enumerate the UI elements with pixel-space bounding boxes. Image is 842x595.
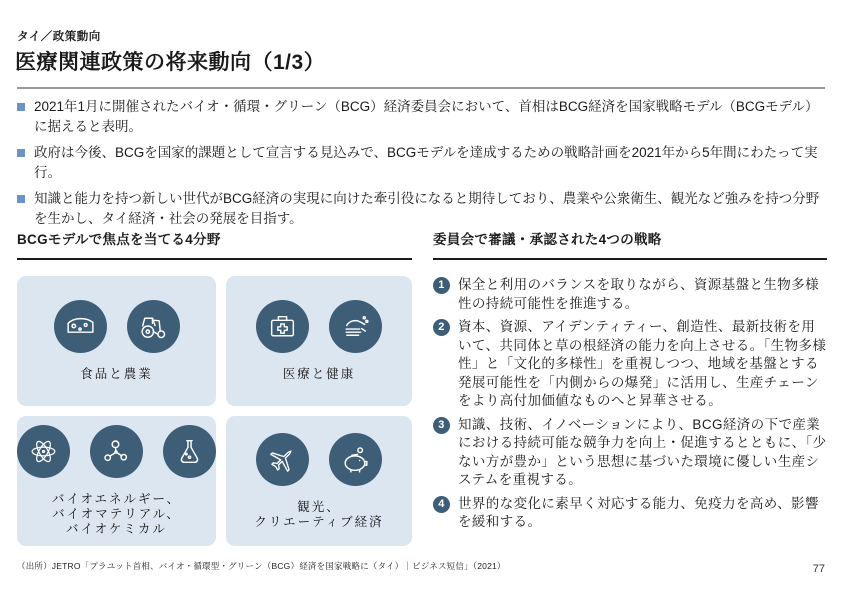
bullet-marker (17, 149, 25, 157)
molecule-icon (90, 425, 143, 478)
focus-box-label: 食品と農業 (80, 367, 153, 381)
content-columns (17, 231, 827, 546)
icon-row (256, 433, 382, 486)
left-panel-heading: BCGモデルで焦点を当てる4分野 (17, 231, 412, 260)
bullet-marker (17, 195, 25, 203)
flask-icon (163, 425, 216, 478)
strategy-text: 資本、資源、アイデンティティー、創造性、最新技術を用いて、共同体と草の根経済の能力を向上させる。「生物多様性」と「文化的多様性」を重視しつつ、地域を基盤とする発展可能性を「内側からの爆発」に活用し、生産チェーンをより高付加価値なものへと昇華させる。 (458, 319, 827, 408)
strategy-list (433, 276, 827, 532)
bullet-item (17, 143, 829, 183)
strategy-number-badge: 4 (433, 496, 450, 513)
strategy-number-badge: 1 (433, 277, 450, 294)
right-panel-heading: 委員会で審議・承認された4つの戦略 (433, 231, 827, 260)
strategy-item (433, 416, 827, 490)
strategy-item (433, 276, 827, 313)
bullet-text: 知識と能力を持つ新しい世代がBCG経済の実現に向けた牽引役になると期待しており、農業や公衆衛生、観光など強みを持つ分野を生かし、タイ経済・社会の発展を目指す。 (34, 191, 820, 226)
strategy-item (433, 318, 827, 411)
right-panel (433, 231, 827, 546)
atom-icon (17, 425, 70, 478)
focus-box-label: 医療と健康 (282, 367, 356, 381)
source-note: （出所）JETRO「プラユット首相、バイオ・循環型・グリーン（BCG）経済を国家戦略に（タイ）｜ビジネス短信」（2021） (17, 561, 506, 571)
page-title: 医療関連政策の将来動向（1/3） (15, 51, 326, 74)
page-number: 77 (812, 563, 825, 575)
bullet-marker (17, 103, 25, 111)
focus-box-medical-health (226, 276, 412, 406)
airplane-icon (256, 433, 309, 486)
focus-box-label: 観光、 クリエーティブ経済 (254, 499, 384, 529)
left-panel (17, 231, 412, 546)
title-rule (17, 87, 825, 89)
summary-bullets (17, 97, 829, 235)
header-eyebrow: タイ／政策動向 (17, 31, 101, 43)
bullet-text: 政府は今後、BCGを国家的課題として宣言する見込みで、BCGモデルを達成するための戦略計画を2021年から5年間にわたって実行。 (34, 145, 818, 180)
icon-row (54, 300, 180, 353)
focus-box-food-agriculture (17, 276, 216, 406)
strategy-text: 知識、技術、イノベーションにより、BCG経済の下で産業における持続可能な競争力を向上・促進するとともに、「少ない方が豊か」という思想に基づいた環境に優しい生産システムを重視する。 (458, 416, 827, 487)
bullet-text: 2021年1月に開催されたバイオ・循環・グリーン（BCG）経済委員会において、首相はBCG経済を国家戦略モデル（BCGモデル）に据えると表明。 (34, 99, 819, 134)
first-aid-kit-icon (256, 300, 309, 353)
cheese-icon (54, 300, 107, 353)
icon-row (256, 300, 382, 353)
strategy-number-badge: 3 (433, 417, 450, 434)
focus-box-tourism-creative-economy (226, 416, 412, 546)
focus-box-label: バイオエネルギー、 バイオマテリアル、 バイオケミカル (51, 492, 182, 536)
bullet-item (17, 97, 829, 137)
bullet-item (17, 189, 829, 229)
icon-row (17, 425, 216, 478)
strategy-text: 保全と利用のバランスを取りながら、資源基盤と生物多様性の持続可能性を推進する。 (458, 277, 819, 311)
strategy-item (433, 495, 827, 532)
piggy-bank-icon (329, 433, 382, 486)
focus-box-bio-energy-materials (17, 416, 216, 546)
strategy-text: 世界的な変化に素早く対応する能力、免疫力を高め、影響を緩和する。 (458, 495, 819, 529)
hand-washing-icon (329, 300, 382, 353)
tractor-icon (127, 300, 180, 353)
focus-grid (17, 276, 412, 546)
strategy-number-badge: 2 (433, 319, 450, 336)
